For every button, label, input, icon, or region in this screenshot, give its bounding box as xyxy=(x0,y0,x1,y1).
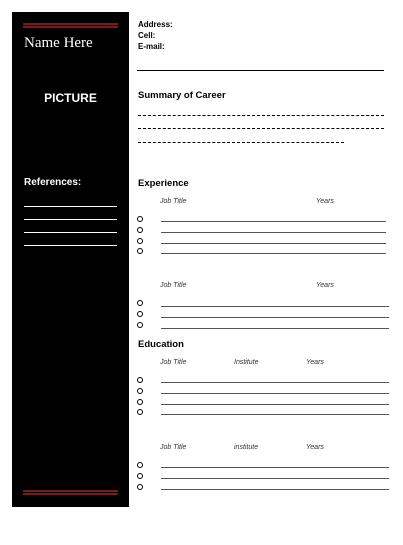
bullet-icon xyxy=(137,388,143,394)
sidebar-bottom-accent-line xyxy=(23,490,118,492)
summary-line[interactable] xyxy=(138,142,344,143)
bullet-icon xyxy=(137,399,143,405)
education-years-label: Years xyxy=(306,359,324,366)
education-detail-line[interactable] xyxy=(161,414,389,415)
experience-duty-line[interactable] xyxy=(161,317,389,318)
bullet-icon xyxy=(137,462,143,468)
bullet-icon xyxy=(137,227,143,233)
education-detail-line[interactable] xyxy=(161,489,389,490)
bullet-icon xyxy=(137,484,143,490)
experience-years-label: Years xyxy=(316,198,334,205)
sidebar-bottom-accent-line-2 xyxy=(23,493,118,495)
experience-duty-line[interactable] xyxy=(161,232,386,233)
bullet-icon xyxy=(137,322,143,328)
bullet-icon xyxy=(137,409,143,415)
experience-duty-line[interactable] xyxy=(161,253,386,254)
bullet-icon xyxy=(137,248,143,254)
picture-placeholder[interactable]: PICTURE xyxy=(44,91,97,105)
bullet-icon xyxy=(137,216,143,222)
education-institute-label: Institute xyxy=(234,359,259,366)
sidebar-top-accent-line xyxy=(23,23,118,25)
experience-duty-line[interactable] xyxy=(161,328,389,329)
education-detail-line[interactable] xyxy=(161,478,389,479)
reference-line[interactable] xyxy=(24,245,117,246)
reference-line[interactable] xyxy=(24,206,117,207)
summary-line[interactable] xyxy=(138,128,384,129)
bullet-icon xyxy=(137,300,143,306)
experience-job-title-label: Job Title xyxy=(160,282,187,289)
sidebar xyxy=(12,12,129,507)
education-detail-line[interactable] xyxy=(161,467,389,468)
experience-duty-line[interactable] xyxy=(161,306,389,307)
education-institute-label: institute xyxy=(234,444,259,451)
education-detail-line[interactable] xyxy=(161,404,389,405)
summary-line[interactable] xyxy=(138,115,384,116)
summary-heading: Summary of Career xyxy=(138,90,226,101)
address-label: Address: xyxy=(138,20,173,29)
bullet-icon xyxy=(137,238,143,244)
education-job-title-label: Job Title xyxy=(160,359,187,366)
email-label: E-mail: xyxy=(138,42,165,51)
header-divider xyxy=(137,70,384,71)
experience-heading: Experience xyxy=(138,178,189,189)
education-job-title-label: Job Title xyxy=(160,444,187,451)
bullet-icon xyxy=(137,377,143,383)
sidebar-top-accent-line-2 xyxy=(23,26,118,28)
experience-years-label: Years xyxy=(316,282,334,289)
education-years-label: Years xyxy=(306,444,324,451)
reference-line[interactable] xyxy=(24,219,117,220)
bullet-icon xyxy=(137,473,143,479)
education-heading: Education xyxy=(138,339,184,350)
education-detail-line[interactable] xyxy=(161,382,389,383)
experience-duty-line[interactable] xyxy=(161,221,386,222)
experience-duty-line[interactable] xyxy=(161,243,386,244)
education-detail-line[interactable] xyxy=(161,393,389,394)
references-heading: References: xyxy=(24,177,82,188)
applicant-name[interactable]: Name Here xyxy=(24,35,93,51)
experience-job-title-label: Job Title xyxy=(160,198,187,205)
reference-line[interactable] xyxy=(24,232,117,233)
bullet-icon xyxy=(137,311,143,317)
cell-label: Cell: xyxy=(138,31,156,40)
